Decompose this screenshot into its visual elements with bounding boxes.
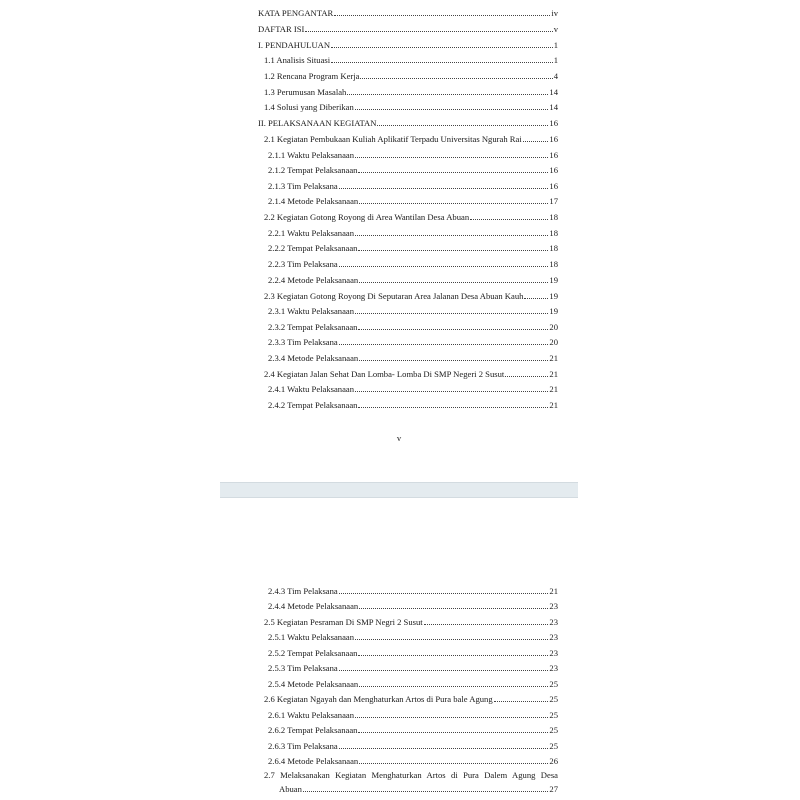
toc-entry-page: 21 — [549, 400, 558, 410]
dot-leader — [494, 701, 549, 702]
toc-entry-page: 26 — [549, 756, 558, 766]
toc-entry[interactable] — [268, 192, 558, 206]
toc-entry-title: 2.3.4 Metode Pelaksanaan — [268, 353, 359, 363]
dot-leader — [358, 329, 548, 330]
toc-entry-title: 2.5.3 Tim Pelaksana — [268, 663, 338, 673]
dot-leader — [303, 791, 548, 792]
toc-entry[interactable] — [264, 287, 558, 301]
toc-entry[interactable] — [268, 333, 558, 347]
dot-leader — [355, 157, 548, 158]
toc-entry-page: 18 — [549, 212, 558, 222]
toc-entry[interactable] — [268, 271, 558, 285]
toc-entry-page: 14 — [549, 87, 558, 97]
toc-entry-page: 27 — [549, 784, 558, 794]
toc-entry-title: 2.2.4 Metode Pelaksanaan — [268, 275, 359, 285]
dot-leader — [359, 203, 548, 204]
document-page-2 — [220, 498, 578, 800]
dot-leader — [355, 391, 548, 392]
toc-entry-page: 16 — [549, 134, 558, 144]
toc-entry[interactable] — [268, 628, 558, 642]
toc-entry[interactable] — [268, 146, 558, 160]
dot-leader — [505, 376, 548, 377]
toc-entry[interactable] — [268, 396, 558, 410]
toc-entry-title: 1.3 Perumusan Masalah — [264, 87, 347, 97]
toc-entry-title: 2.2.3 Tim Pelaksana — [268, 259, 338, 269]
toc-entry-title: 2.6.1 Waktu Pelaksanaan — [268, 710, 355, 720]
cropped-previous-line — [220, 0, 578, 3]
toc-entry-title: 2.3.3 Tim Pelaksana — [268, 337, 338, 347]
toc-entry[interactable] — [268, 349, 558, 363]
toc-entry[interactable] — [268, 177, 558, 191]
dot-leader — [339, 593, 549, 594]
dot-leader — [339, 344, 549, 345]
toc-entry-title: 2.4.1 Waktu Pelaksanaan — [268, 384, 355, 394]
document-page-1 — [220, 0, 578, 482]
toc-entry[interactable] — [268, 380, 558, 394]
toc-entry-page: 18 — [549, 243, 558, 253]
toc-entry-title: 2.5 Kegiatan Pesraman Di SMP Negri 2 Susut — [264, 617, 423, 627]
toc-entry[interactable] — [268, 582, 558, 596]
toc-entry[interactable] — [264, 365, 558, 379]
dot-leader — [359, 608, 548, 609]
toc-entry-title: 2.4.2 Tempat Pelaksanaan — [268, 400, 358, 410]
toc-entry-title: 2.6.4 Metode Pelaksanaan — [268, 756, 359, 766]
toc-entry[interactable] — [268, 659, 558, 673]
toc-entry-page: v — [553, 24, 558, 34]
toc-entry-page: 23 — [549, 648, 558, 658]
toc-entry-page: 19 — [549, 291, 558, 301]
toc-entry-title: 2.1.1 Waktu Pelaksanaan — [268, 150, 355, 160]
toc-entry-page: 23 — [549, 617, 558, 627]
toc-entry-page: 16 — [549, 150, 558, 160]
toc-entry[interactable] — [264, 67, 558, 81]
toc-entry[interactable] — [268, 161, 558, 175]
dot-leader — [360, 78, 552, 79]
dot-leader — [339, 266, 549, 267]
toc-entry-title: 2.5.1 Waktu Pelaksanaan — [268, 632, 355, 642]
dot-leader — [305, 31, 552, 32]
toc-entry-page: iv — [551, 8, 558, 18]
toc-entry[interactable] — [268, 255, 558, 269]
toc-entry-title: 2.2.1 Waktu Pelaksanaan — [268, 228, 355, 238]
toc-entry-page: 25 — [549, 725, 558, 735]
toc-entry-page: 16 — [549, 181, 558, 191]
toc-entry[interactable] — [268, 318, 558, 332]
dot-leader — [358, 732, 548, 733]
toc-entry-title: KATA PENGANTAR — [258, 8, 334, 18]
toc-entry-title: 2.1.2 Tempat Pelaksanaan — [268, 165, 358, 175]
toc-entry-title: 2.3.2 Tempat Pelaksanaan — [268, 322, 358, 332]
toc-entry-page: 21 — [549, 369, 558, 379]
toc-entry[interactable] — [268, 675, 558, 689]
dot-leader — [355, 109, 549, 110]
toc-entry[interactable] — [264, 613, 558, 627]
toc-entry[interactable] — [268, 224, 558, 238]
toc-entry-title: 1.1 Analisis Situasi — [264, 55, 331, 65]
toc-entry[interactable] — [264, 83, 558, 97]
toc-entry-title: 2.4.3 Tim Pelaksana — [268, 586, 338, 596]
page-separator — [220, 482, 578, 498]
dot-leader — [339, 670, 549, 671]
dot-leader — [359, 763, 548, 764]
dot-leader — [358, 172, 548, 173]
dot-leader — [358, 407, 548, 408]
toc-entry[interactable] — [268, 737, 558, 751]
toc-entry-page: 14 — [549, 102, 558, 112]
toc-entry-page: 20 — [549, 322, 558, 332]
toc-entry-title: 2.3 Kegiatan Gotong Royong Di Seputaran Area Jalanan Desa Abuan Kauh — [264, 291, 524, 301]
toc-entry[interactable] — [264, 130, 558, 144]
toc-entry[interactable] — [268, 597, 558, 611]
toc-entry-page: 25 — [549, 679, 558, 689]
dot-leader — [355, 235, 548, 236]
dot-leader — [355, 639, 548, 640]
toc-entry-title: 2.1 Kegiatan Pembukaan Kuliah Aplikatif Terpadu Universitas Ngurah Rai — [264, 134, 522, 144]
dot-leader — [331, 62, 553, 63]
toc-entry[interactable] — [258, 36, 558, 50]
toc-entry-title: 2.6.2 Tempat Pelaksanaan — [268, 725, 358, 735]
toc-entry-page: 23 — [549, 601, 558, 611]
toc-entry-title: DAFTAR ISI — [258, 24, 305, 34]
toc-entry[interactable] — [268, 644, 558, 658]
dot-leader — [331, 47, 553, 48]
toc-entry-page: 20 — [549, 337, 558, 347]
toc-entry-title: 2.2.2 Tempat Pelaksanaan — [268, 243, 358, 253]
toc-entry-page: 21 — [549, 353, 558, 363]
toc-entry-page: 25 — [549, 741, 558, 751]
toc-entry[interactable] — [268, 302, 558, 316]
dot-leader — [355, 313, 548, 314]
toc-entry-title: 1.2 Rencana Program Kerja — [264, 71, 360, 81]
toc-entry-page: 17 — [549, 196, 558, 206]
toc-entry-page: 4 — [553, 71, 558, 81]
dot-leader — [359, 686, 548, 687]
dot-leader — [355, 717, 548, 718]
toc-entry-page: 21 — [549, 586, 558, 596]
toc-entry-page: 19 — [549, 275, 558, 285]
toc-entry[interactable] — [258, 4, 558, 18]
dot-leader — [358, 250, 548, 251]
dot-leader — [359, 360, 548, 361]
toc-entry-page: 25 — [549, 694, 558, 704]
toc-entry[interactable] — [258, 114, 558, 128]
toc-entry-title: 2.4 Kegiatan Jalan Sehat Dan Lomba- Lomba Di SMP Negeri 2 Susut — [264, 369, 505, 379]
toc-entry-title: 2.4.4 Metode Pelaksanaan — [268, 601, 359, 611]
toc-entry[interactable] — [264, 51, 558, 65]
toc-entry-title: 2.1.3 Tim Pelaksana — [268, 181, 338, 191]
toc-entry-page: 19 — [549, 306, 558, 316]
toc-entry-title-line2: Abuan — [279, 784, 302, 794]
dot-leader — [377, 125, 548, 126]
toc-entry[interactable] — [268, 706, 558, 720]
toc-entry-title: 2.6.3 Tim Pelaksana — [268, 741, 338, 751]
toc-entry-page: 23 — [549, 632, 558, 642]
toc-entry-title: 2.1.4 Metode Pelaksanaan — [268, 196, 359, 206]
toc-entry-title: 2.6 Kegiatan Ngayah dan Menghaturkan Artos di Pura bale Agung — [264, 694, 493, 704]
toc-entry-wrapped[interactable] — [264, 770, 558, 794]
toc-entry-page: 1 — [553, 55, 558, 65]
toc-entry[interactable] — [264, 690, 558, 704]
toc-entry[interactable] — [268, 752, 558, 766]
toc-entry-page: 25 — [549, 710, 558, 720]
toc-entry-title: II. PELAKSANAAN KEGIATAN — [258, 118, 377, 128]
page-number-footer: v — [396, 433, 402, 443]
toc-entry-page: 18 — [549, 259, 558, 269]
dot-leader — [347, 94, 548, 95]
toc-entry-page: 18 — [549, 228, 558, 238]
toc-entry-title: I. PENDAHULUAN — [258, 40, 331, 50]
toc-entry-title: 2.2 Kegiatan Gotong Royong di Area Wantilan Desa Abuan — [264, 212, 470, 222]
toc-entry[interactable] — [264, 208, 558, 222]
toc-entry-page: 16 — [549, 118, 558, 128]
toc-entry-title: 2.5.4 Metode Pelaksanaan — [268, 679, 359, 689]
toc-entry[interactable] — [268, 721, 558, 735]
toc-entry-title: 1.4 Solusi yang Diberikan — [264, 102, 354, 112]
toc-entry-title-line1: 2.7 Melaksanakan Kegiatan Menghaturkan Artos di Pura Dalem Agung Desa — [264, 770, 558, 780]
toc-entry[interactable] — [258, 20, 558, 34]
dot-leader — [470, 219, 548, 220]
toc-entry-title: 2.5.2 Tempat Pelaksanaan — [268, 648, 358, 658]
dot-leader — [358, 655, 548, 656]
toc-entry-page: 21 — [549, 384, 558, 394]
dot-leader — [339, 748, 549, 749]
dot-leader — [359, 282, 548, 283]
toc-entry-page: 1 — [553, 40, 558, 50]
toc-entry-page: 16 — [549, 165, 558, 175]
dot-leader — [424, 624, 549, 625]
toc-entry-page: 23 — [549, 663, 558, 673]
toc-entry-title: 2.3.1 Waktu Pelaksanaan — [268, 306, 355, 316]
toc-entry-line2 — [264, 784, 558, 794]
dot-leader — [339, 188, 549, 189]
dot-leader — [334, 15, 550, 16]
dot-leader — [524, 298, 548, 299]
toc-entry[interactable] — [264, 98, 558, 112]
toc-entry[interactable] — [268, 239, 558, 253]
dot-leader — [523, 141, 549, 142]
